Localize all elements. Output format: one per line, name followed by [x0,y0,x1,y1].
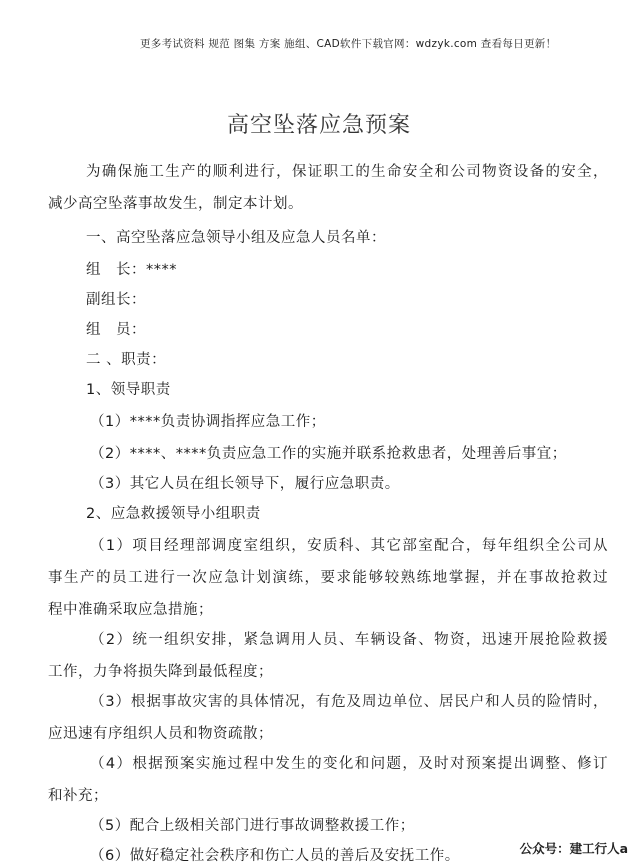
rescue-item-3-line-2: 应迅速有序组织人员和物资疏散； [48,726,273,742]
rescue-item-2-line-2: 工作，力争将损失降到最低程度； [48,664,273,680]
deputy-line: 副组长： [86,292,146,308]
rescue-duty-heading: 2、应急救援领导小组职责 [86,506,261,522]
watermark: 公众号：建工行人a [516,837,632,859]
rescue-item-1-line-3: 程中准确采取应急措施； [48,602,213,618]
duty-item-3: （3）其它人员在组长领导下，履行应急职责。 [90,476,400,492]
section1-heading: 一、高空坠落应急领导小组及应急人员名单： [86,230,386,246]
rescue-item-2-line-1: （2）统一组织安排，紧急调用人员、车辆设备、物资，迅速开展抢险救援 [90,632,608,648]
rescue-item-4-line-1: （4）根据预案实施过程中发生的变化和问题，及时对预案提出调整、修订 [90,756,608,772]
leader-duty-heading: 1、领导职责 [86,382,171,398]
leader-line: 组 长：**** [86,262,177,278]
page-title: 高空坠落应急预案 [226,113,411,138]
intro-line-2: 减少高空坠落事故发生，制定本计划。 [48,196,303,212]
rescue-item-6: （6）做好稳定社会秩序和伤亡人员的善后及安抚工作。 [90,848,460,864]
members-line: 组 员： [86,322,146,338]
rescue-item-4-line-2: 和补充； [48,788,108,804]
header-note: 更多考试资料 规范 图集 方案 施组、CAD软件下载官网：wdzyk.com 查看每日更新！ [140,38,557,50]
duty-item-1: （1）****负责协调指挥应急工作； [90,414,326,430]
section2-heading: 二 、职责： [86,352,167,368]
rescue-item-3-line-1: （3）根据事故灾害的具体情况，有危及周边单位、居民户和人员的险情时， [90,694,608,710]
rescue-item-5: （5）配合上级相关部门进行事故调整救援工作； [90,818,415,834]
duty-item-2: （2）****、****负责应急工作的实施并联系抢救患者，处理善后事宜； [90,446,567,462]
intro-line-1: 为确保施工生产的顺利进行，保证职工的生命安全和公司物资设备的安全， [86,164,608,180]
rescue-item-1-line-2: 事生产的员工进行一次应急计划演练，要求能够较熟练地掌握，并在事故抢救过 [48,570,608,586]
rescue-item-1-line-1: （1）项目经理部调度室组织，安质科、其它部室配合，每年组织全公司从 [90,538,608,554]
